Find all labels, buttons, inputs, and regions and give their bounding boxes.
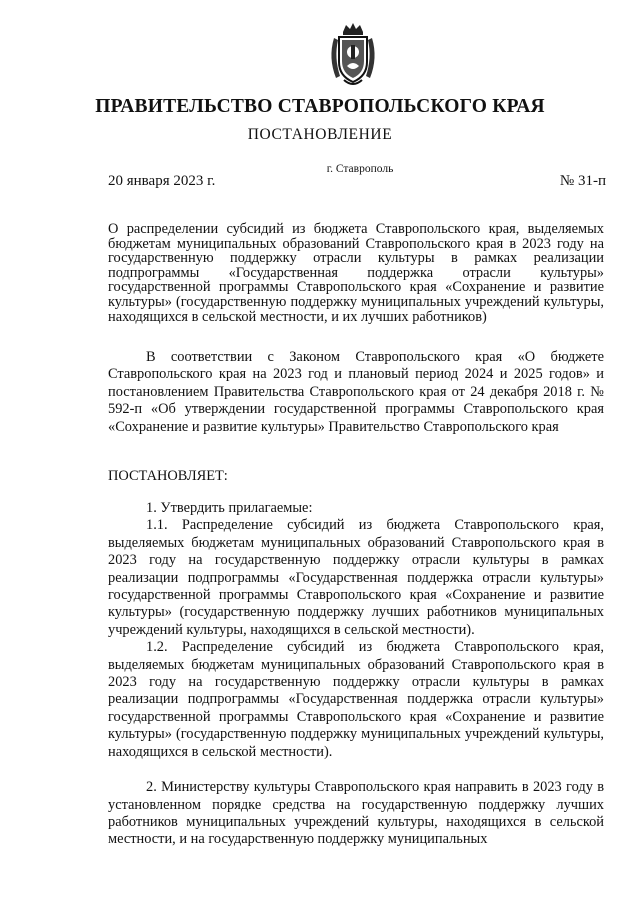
subject-text: О распределении субсидий из бюджета Ставропольского края, выделяемых бюджетам муниципальных образований Ставропольского края в 2023 году на государственную поддержку отрасли культуры в рамках реализации подпрограммы «Государственная поддержка отрасли культуры» государственной программы Ставропольского края «Сохранение и развитие культуры» (государственную поддержку муниципальных учреждений культуры, находящихся в сельской местности, и их лучших работников) [108, 221, 604, 325]
item-1: 1. Утвердить прилагаемые: [146, 500, 313, 516]
document-number: № 31-п [559, 173, 606, 189]
item-1-2: 1.2. Распределение субсидий из бюджета Ставропольского края, выделяемых бюджетам муниципальных образований Ставропольского края в 2023 году на государственную поддержку отрасли культуры в рамках реализации подпрограммы «Государственная поддержка отрасли культуры» государственной программы Ставропольского края «Сохранение и развитие культуры» (государственную поддержку муниципальных учреждений культуры, находящихся в сельской местности). [108, 639, 604, 760]
city-label: г. Ставрополь [326, 163, 394, 175]
document-type: ПОСТАНОВЛЕНИЕ [247, 126, 393, 143]
document-subject [108, 222, 604, 324]
item-2: 2. Министерству культуры Ставропольского края направить в 2023 году в установленном порядке средства на государственную поддержку лучших работников муниципальных учреждений культуры, находящихся в сельской местности, и на государственную поддержку муниципальных [108, 779, 604, 848]
coat-of-arms-icon [326, 22, 380, 88]
government-title: ПРАВИТЕЛЬСТВО СТАВРОПОЛЬСКОГО КРАЯ [95, 96, 545, 117]
resolution-items [108, 500, 604, 849]
decree-heading: ПОСТАНОВЛЯЕТ: [108, 468, 228, 484]
item-1-1: 1.1. Распределение субсидий из бюджета Ставропольского края, выделяемых бюджетам муниципальных образований Ставропольского края в 2023 году на государственную поддержку отрасли культуры в рамках реализации подпрограммы «Государственная поддержка отрасли культуры» государственной программы Ставропольского края «Сохранение и развитие культуры» (государственную поддержку лучших работников муниципальных учреждений культуры, находящихся в сельской местности). [108, 517, 604, 638]
intro-paragraph: В соответствии с Законом Ставропольского края «О бюджете Ставропольского края на 2023 год и плановый период 2024 и 2025 годов» и постановлением Правительства Ставропольского края от 24 декабря 2018 г. № 592-п «Об утверждении государственной программы Ставропольского края «Сохранение и развитие культуры» Правительство Ставропольского края [108, 349, 604, 435]
intro-paragraph-block [108, 349, 604, 436]
document-date: 20 января 2023 г. [108, 173, 216, 189]
